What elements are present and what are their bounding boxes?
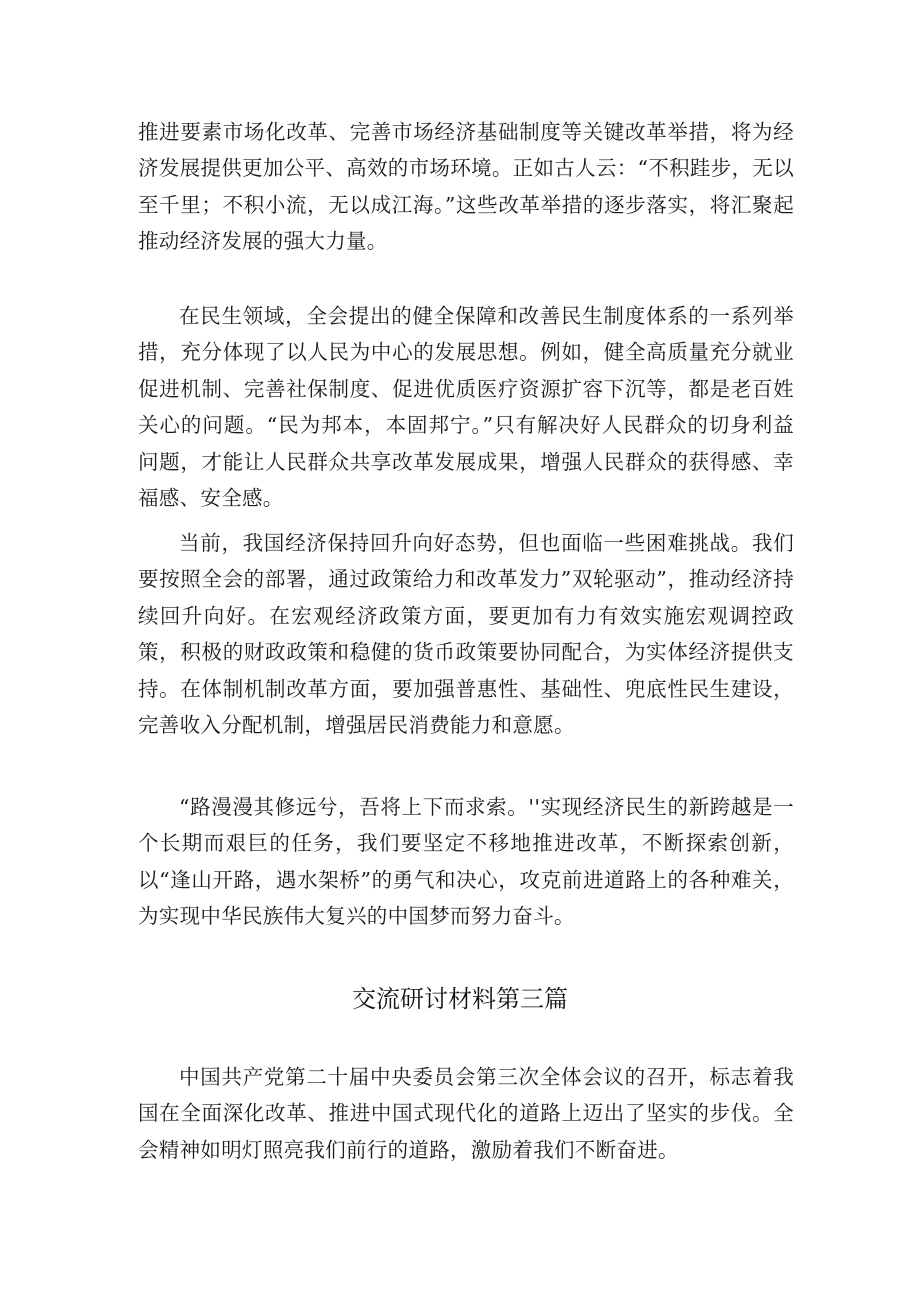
paragraph-reform-measures: 推进要素市场化改革、完善市场经济基础制度等关键改革举措，将为经济发展提供更加公平、高效的市场环境。正如古人云：“不积跬步，无以至千里；不积小流，无以成江海。”这些改革举措的逐步落实，将汇聚起推动经济发展的强大力量。 xyxy=(138,120,794,254)
paragraph-plenary-session: 中国共产党第二十届中央委员会第三次全体会议的召开，标志着我国在全面深化改革、推进中国式现代化的道路上迈出了坚实的步伐。全会精神如明灯照亮我们前行的道路，激励着我们不断奋进。 xyxy=(138,1065,794,1162)
paragraph-economy: 当前，我国经济保持回升向好态势，但也面临一些困难挑战。我们要按照全会的部署，通过政策给力和改革发力”双轮驱动”，推动经济持续回升向好。在宏观经济政策方面，要更加有力有效实施宏观调控政策，积极的财政政策和稳健的货币政策要协同配合，为实体经济提供支持。在体制机制改革方面，要加强普惠性、基础性、兜底性民生建设，完善收入分配机制，增强居民消费能力和意愿。 xyxy=(138,531,794,738)
paragraph-closing-quote: “路漫漫其修远兮，吾将上下而求索。''实现经济民生的新跨越是一个长期而艰巨的任务，我们要坚定不移地推进改革，不断探索创新，以“逢山开路，遇水架桥”的勇气和决心，攻克前进道路上的各种难关，为实现中华民族伟大复兴的中国梦而努力奋斗。 xyxy=(138,795,794,929)
paragraph-livelihood: 在民生领域，全会提出的健全保障和改善民生制度体系的一系列举措，充分体现了以人民为中心的发展思想。例如，健全高质量充分就业促进机制、完善社保制度、促进优质医疗资源扩容下沉等，都是老百姓关心的问题。“民为邦本，本固邦宁。”只有解决好人民群众的切身利益问题，才能让人民群众共享改革发展成果，增强人民群众的获得感、幸福感、安全感。 xyxy=(138,304,794,511)
section-heading: 交流研讨材料第三篇 xyxy=(352,985,568,1013)
